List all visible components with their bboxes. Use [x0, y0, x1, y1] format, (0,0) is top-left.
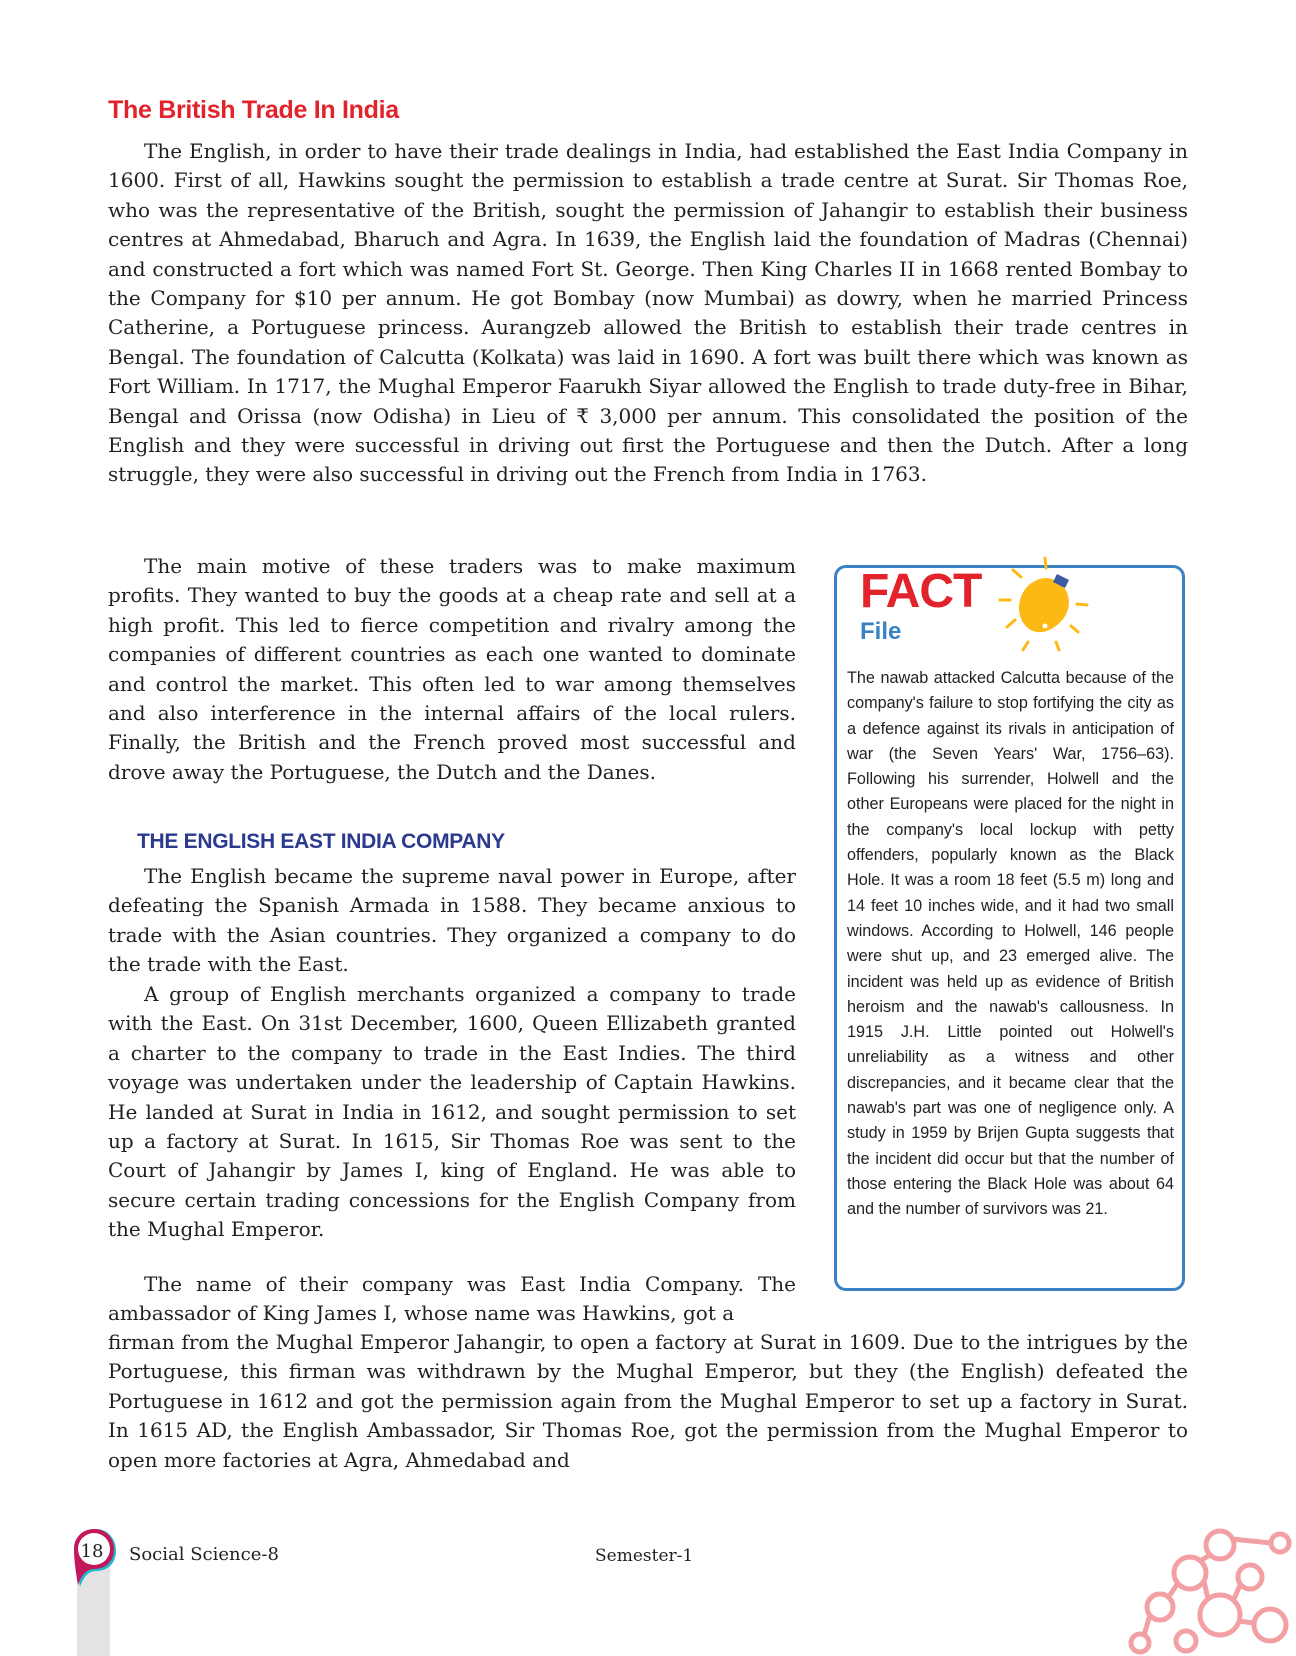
footer-semester: Semester-1: [595, 1546, 694, 1566]
molecule-decoration-icon: [1120, 1515, 1296, 1656]
fact-file-title: FACT: [860, 568, 987, 616]
page-badge-icon: [70, 1527, 118, 1597]
paragraph: The main motive of these traders was to make maximum profits. They wanted to buy the goods at a cheap rate and sell at a high profit. This led to fierce competition and rivalry among the companies of different countries as each one wanted to dominate and control the market. This often led to war among themselves and also interference in the internal affairs of the local rulers. Finally, the British and the French proved most successful and drove away the Portuguese, the Dutch and the Danes.: [108, 554, 796, 784]
bulb-icon: [995, 550, 1105, 665]
paragraph: firman from the Mughal Emperor Jahangir, to open a factory at Surat in 1609. Due to the intrigues by the Portuguese, this firman was withdrawn by the Mughal Emperor, but they (the English) defeated the Portuguese in 1612 and got the permission again from the Mughal Emperor to set up a factory in Surat. In 1615 AD, the English Ambassador, Sir Thomas Roe, got the permission from the Mughal Emperor to open more factories at Agra, Ahmedabad and: [108, 1330, 1188, 1472]
paragraph: The name of their company was East India Company. The ambassador of King James I, whose name was Hawkins, got a: [108, 1272, 796, 1326]
fact-file-subtitle: File: [860, 618, 907, 646]
paragraph: The English, in order to have their trade dealings in India, had established the East India Company in 1600. First of all, Hawkins sought the permission to establish a trade centre at Surat. Sir Thomas Roe, who was the representative of the British, sought the permission of Jahangir to establish their business centres at Ahmedabad, Bharuch and Agra. In 1639, the English laid the foundation of Madras (Chennai) and constructed a fort which was named Fort St. George. Then King Charles II in 1668 rented Bombay to the Company for $10 per annum. He got Bombay (now Mumbai) as dowry, when he married Princess Catherine, a Portuguese princess. Aurangzeb allowed the British to establish their trade centres in Bengal. The foundation of Calcutta (Kolkata) was laid in 1690. A fort was built there which was known as Fort William. In 1717, the Mughal Emperor Faarukh Siyar allowed the English to trade duty-free in Bihar, Bengal and Orissa (now Odisha) in Lieu of ₹ 3,000 per annum. This consolidated the position of the English and they were successful in driving out first the Portuguese and then the Dutch. After a long struggle, they were also successful in driving out the French from India in 1763.: [108, 139, 1188, 487]
paragraph: The English became the supreme naval power in Europe, after defeating the Spanish Armada in 1588. They became anxious to trade with the Asian countries. They organized a company to do the trade with the East.: [108, 864, 796, 977]
fact-file-text: The nawab attacked Calcutta because of the company's failure to stop fortifying the city as a defence against its rivals in anticipation of war (the Seven Years' War, 1756–63). Following his surrender, Holwell and the other Europeans were placed for the night in the company's local lockup with petty offenders, popularly known as the Black Hole. It was a room 18 feet (5.5 m) long and 14 feet 10 inches wide, and it had two small windows. According to Holwell, 146 people were shut up, and 23 emerged alive. The incident was held up as evidence of British heroism and the nawab's callousness. In 1915 J.H. Little pointed out Holwell's unreliability as a witness and other discrepancies, and it became clear that the nawab's part was one of negligence only. A study in 1959 by Brijen Gupta suggests that the incident did occur but that the number of those entering the Black Hole was about 64 and the number of survivors was 21.: [847, 669, 1174, 1219]
section-heading: The British Trade In India: [108, 96, 399, 124]
footer-book-title: Social Science-8: [129, 1544, 279, 1565]
page-number: 18: [80, 1541, 104, 1562]
sub-heading: THE ENGLISH EAST INDIA COMPANY: [137, 830, 505, 853]
paragraph: A group of English merchants organized a company to trade with the East. On 31st December, 1600, Queen Ellizabeth granted a charter to the company to trade in the East Indies. The third voyage was undertaken under the leadership of Captain Hawkins. He landed at Surat in India in 1612, and sought permission to set up a factory at Surat. In 1615, Sir Thomas Roe was sent to the Court of Jahangir by James I, king of England. He was able to secure certain trading concessions for the English Company from the Mughal Emperor.: [108, 982, 796, 1242]
